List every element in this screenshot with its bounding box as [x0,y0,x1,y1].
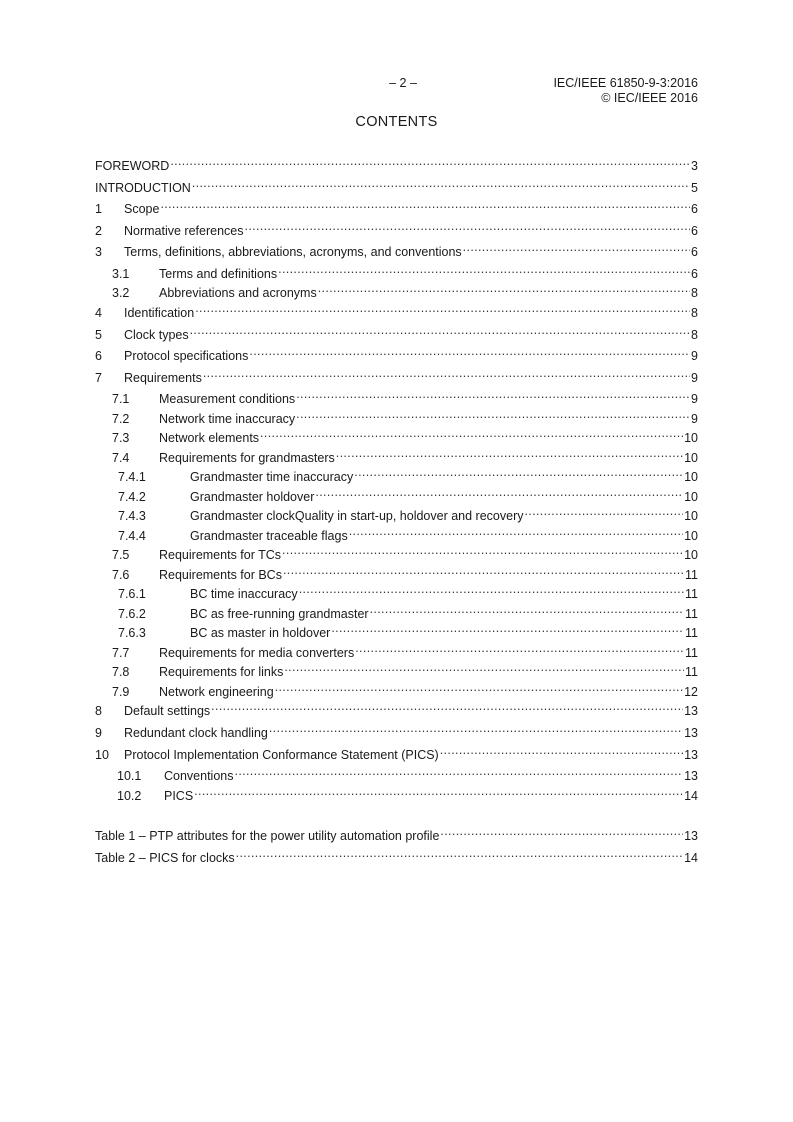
dot-leader [282,547,683,559]
toc-entry-title: PICS [164,788,194,803]
toc-entry[interactable] [95,664,698,684]
toc-entry-title: FOREWORD [95,159,170,173]
toc-entry-number: 8 [95,704,102,719]
toc-entry-page: 6 [691,245,698,260]
toc-entry[interactable] [95,547,698,567]
toc-entry-number: 5 [95,327,102,342]
dot-leader [245,223,691,235]
toc-entry-page: 14 [684,788,698,803]
toc-entry[interactable] [95,703,698,725]
toc-entry-page: 10 [684,489,698,504]
table-list-entry[interactable] [95,850,698,872]
toc-entry-page: 11 [685,567,698,582]
toc-entry-number: 7.6.3 [118,626,146,641]
toc-entry-page: 6 [691,202,698,217]
toc-entry-page: 13 [684,704,698,719]
toc-entry-number: 3.2 [112,286,130,301]
toc-entry-page: 11 [685,626,698,641]
dot-leader [235,768,684,780]
toc-entry-number: 7.4 [112,450,130,465]
toc-entry-title: Network elements [159,431,260,446]
toc-entry-page: 5 [691,180,698,195]
toc-entry[interactable] [95,788,698,808]
dot-leader [440,747,683,759]
toc-entry[interactable] [95,370,698,392]
toc-entry[interactable] [95,391,698,411]
dot-leader [315,489,683,501]
toc-entry-number: 6 [95,349,102,364]
toc-entry-title: Identification [124,305,195,320]
toc-entry-number: 7.6.1 [118,587,146,602]
toc-entry-title: Terms and definitions [159,266,278,281]
toc-entry-title: BC as free-running grandmaster [190,606,369,621]
toc-entry-number: 7.6 [112,567,130,582]
dot-leader [336,450,683,462]
toc-entry-number: 7.4.3 [118,509,146,524]
toc-entry-number: 7.4.2 [118,489,146,504]
page-number: – 2 – [389,76,417,90]
table-list-entry-title: Table 2 – PICS for clocks [95,850,235,865]
toc-entry-page: 10 [684,509,698,524]
toc-entry[interactable] [95,180,698,202]
dot-leader [269,725,683,737]
toc-entry-page: 10 [684,548,698,563]
toc-entry-number: 7.6.2 [118,606,146,621]
dot-leader [160,201,690,213]
toc-entry[interactable] [95,348,698,370]
toc-entry-page: 8 [691,286,698,301]
dot-leader [349,528,683,540]
table-list-entry-page: 14 [684,850,698,865]
toc-entry-title: Requirements for grandmasters [159,450,335,465]
toc-entry-title: Grandmaster traceable flags [190,528,348,543]
toc-entry-number: 9 [95,725,102,740]
toc-entry-page: 11 [685,645,698,660]
toc-entry-page: 11 [685,587,698,602]
table-list-entry[interactable] [95,828,698,850]
toc-entry-title: Requirements for media converters [159,645,355,660]
toc-entry-page: 13 [684,747,698,762]
toc-entry-number: 7.9 [112,684,130,699]
dot-leader [194,788,683,800]
toc-entry[interactable] [95,223,698,245]
toc-entry[interactable] [95,411,698,431]
toc-entry-title: Conventions [164,769,234,784]
toc-entry-page: 10 [684,470,698,485]
dot-leader [299,586,684,598]
toc-entry-page: 11 [685,665,698,680]
toc-entry-number: 3 [95,245,102,260]
toc-entry-title: Requirements [124,370,202,385]
dot-leader [211,703,683,715]
toc-entry[interactable] [95,158,698,180]
dot-leader [249,348,690,360]
toc-entry-number: 7.2 [112,411,130,426]
toc-entry-number: 4 [95,305,102,320]
toc-entry[interactable] [95,489,698,509]
toc-entry-page: 9 [691,349,698,364]
toc-entry-title: Redundant clock handling [124,725,268,740]
toc-entry-title: Terms, definitions, abbreviations, acronyms, and conventions [124,245,462,260]
dot-leader [192,180,690,192]
toc-entry-title: Network time inaccuracy [159,411,296,426]
table-of-contents [95,158,698,807]
dot-leader [236,850,683,862]
toc-entry-title: Normative references [124,223,244,238]
toc-entry-number: 10 [95,747,109,762]
toc-entry-title: BC as master in holdover [190,626,331,641]
dot-leader [354,469,683,481]
toc-entry-title: Scope [124,202,160,217]
toc-entry-number: 10.2 [117,788,142,803]
toc-entry-number: 7.4.1 [118,470,146,485]
dot-leader [524,508,683,520]
toc-entry-title: Clock types [124,327,189,342]
toc-entry[interactable] [95,586,698,606]
copyright-notice: © IEC/IEEE 2016 [601,91,698,105]
toc-entry[interactable] [95,430,698,450]
toc-entry-title: Grandmaster time inaccuracy [190,470,354,485]
toc-entry-title: Protocol Implementation Conformance Statement (PICS) [124,747,439,762]
toc-entry-page: 11 [685,606,698,621]
dot-leader [296,411,690,423]
toc-entry-title: Requirements for BCs [159,567,282,582]
toc-entry-title: Measurement conditions [159,392,296,407]
toc-entry[interactable] [95,645,698,665]
dot-leader [195,305,690,317]
document-identifier [553,76,698,106]
toc-entry-number: 7 [95,370,102,385]
toc-entry-page: 13 [684,725,698,740]
dot-leader [190,327,690,339]
toc-entry-title: Network engineering [159,684,274,699]
toc-entry[interactable] [95,508,698,528]
dot-leader [278,266,690,278]
toc-entry[interactable] [95,747,698,769]
toc-entry-title: Abbreviations and acronyms [159,286,317,301]
toc-entry-page: 6 [691,223,698,238]
toc-entry[interactable] [95,201,698,223]
toc-entry-page: 8 [691,327,698,342]
toc-entry-number: 7.4.4 [118,528,146,543]
toc-entry[interactable] [95,327,698,349]
toc-entry-number: 2 [95,223,102,238]
standard-id: IEC/IEEE 61850-9-3:2016 [553,76,698,90]
dot-leader [331,625,684,637]
toc-entry-number: 7.3 [112,431,130,446]
dot-leader [440,828,683,840]
toc-entry[interactable] [95,305,698,327]
dot-leader [296,391,690,403]
toc-entry-page: 9 [691,392,698,407]
toc-entry[interactable] [95,684,698,704]
dot-leader [355,645,684,657]
toc-entry-number: 10.1 [117,769,142,784]
toc-entry-page: 10 [684,450,698,465]
contents-heading: CONTENTS [355,114,438,130]
dot-leader [370,606,684,618]
toc-entry[interactable] [95,469,698,489]
dot-leader [318,285,690,297]
toc-entry-page: 9 [691,411,698,426]
table-list-entry-title: Table 1 – PTP attributes for the power utility automation profile [95,829,440,843]
toc-entry-page: 6 [691,266,698,281]
toc-entry[interactable] [95,528,698,548]
toc-entry[interactable] [95,567,698,587]
toc-entry-title: Requirements for links [159,665,284,680]
toc-entry-page: 8 [691,305,698,320]
toc-entry-number: 1 [95,202,102,217]
toc-entry[interactable] [95,285,698,305]
toc-entry[interactable] [95,625,698,645]
toc-entry-title: BC time inaccuracy [190,587,298,602]
toc-entry-number: 7.8 [112,665,130,680]
toc-entry[interactable] [95,450,698,470]
toc-entry[interactable] [95,768,698,788]
toc-entry-title: Grandmaster holdover [190,489,315,504]
toc-entry-page: 3 [691,159,698,173]
toc-entry-number: 7.5 [112,548,130,563]
toc-entry-page: 12 [684,684,698,699]
toc-entry-number: 7.1 [112,392,130,407]
dot-leader [283,567,684,579]
dot-leader [463,244,690,256]
dot-leader [260,430,683,442]
dot-leader [203,370,690,382]
dot-leader [284,664,684,676]
toc-entry-title: Default settings [124,704,211,719]
toc-entry-number: 3.1 [112,266,130,281]
toc-entry-page: 10 [684,528,698,543]
dot-leader [275,684,683,696]
toc-entry[interactable] [95,266,698,286]
toc-entry-page: 9 [691,370,698,385]
table-list-entry-page: 13 [684,829,698,843]
toc-entry[interactable] [95,725,698,747]
dot-leader [170,158,690,170]
toc-entry-title: Grandmaster clockQuality in start-up, holdover and recovery [190,509,524,524]
list-of-tables [95,828,698,871]
toc-entry[interactable] [95,606,698,626]
toc-entry-page: 13 [684,769,698,784]
toc-entry-title: Requirements for TCs [159,548,282,563]
toc-entry[interactable] [95,244,698,266]
toc-entry-title: INTRODUCTION [95,180,191,195]
toc-entry-title: Protocol specifications [124,349,249,364]
toc-entry-page: 10 [684,431,698,446]
toc-entry-number: 7.7 [112,645,130,660]
